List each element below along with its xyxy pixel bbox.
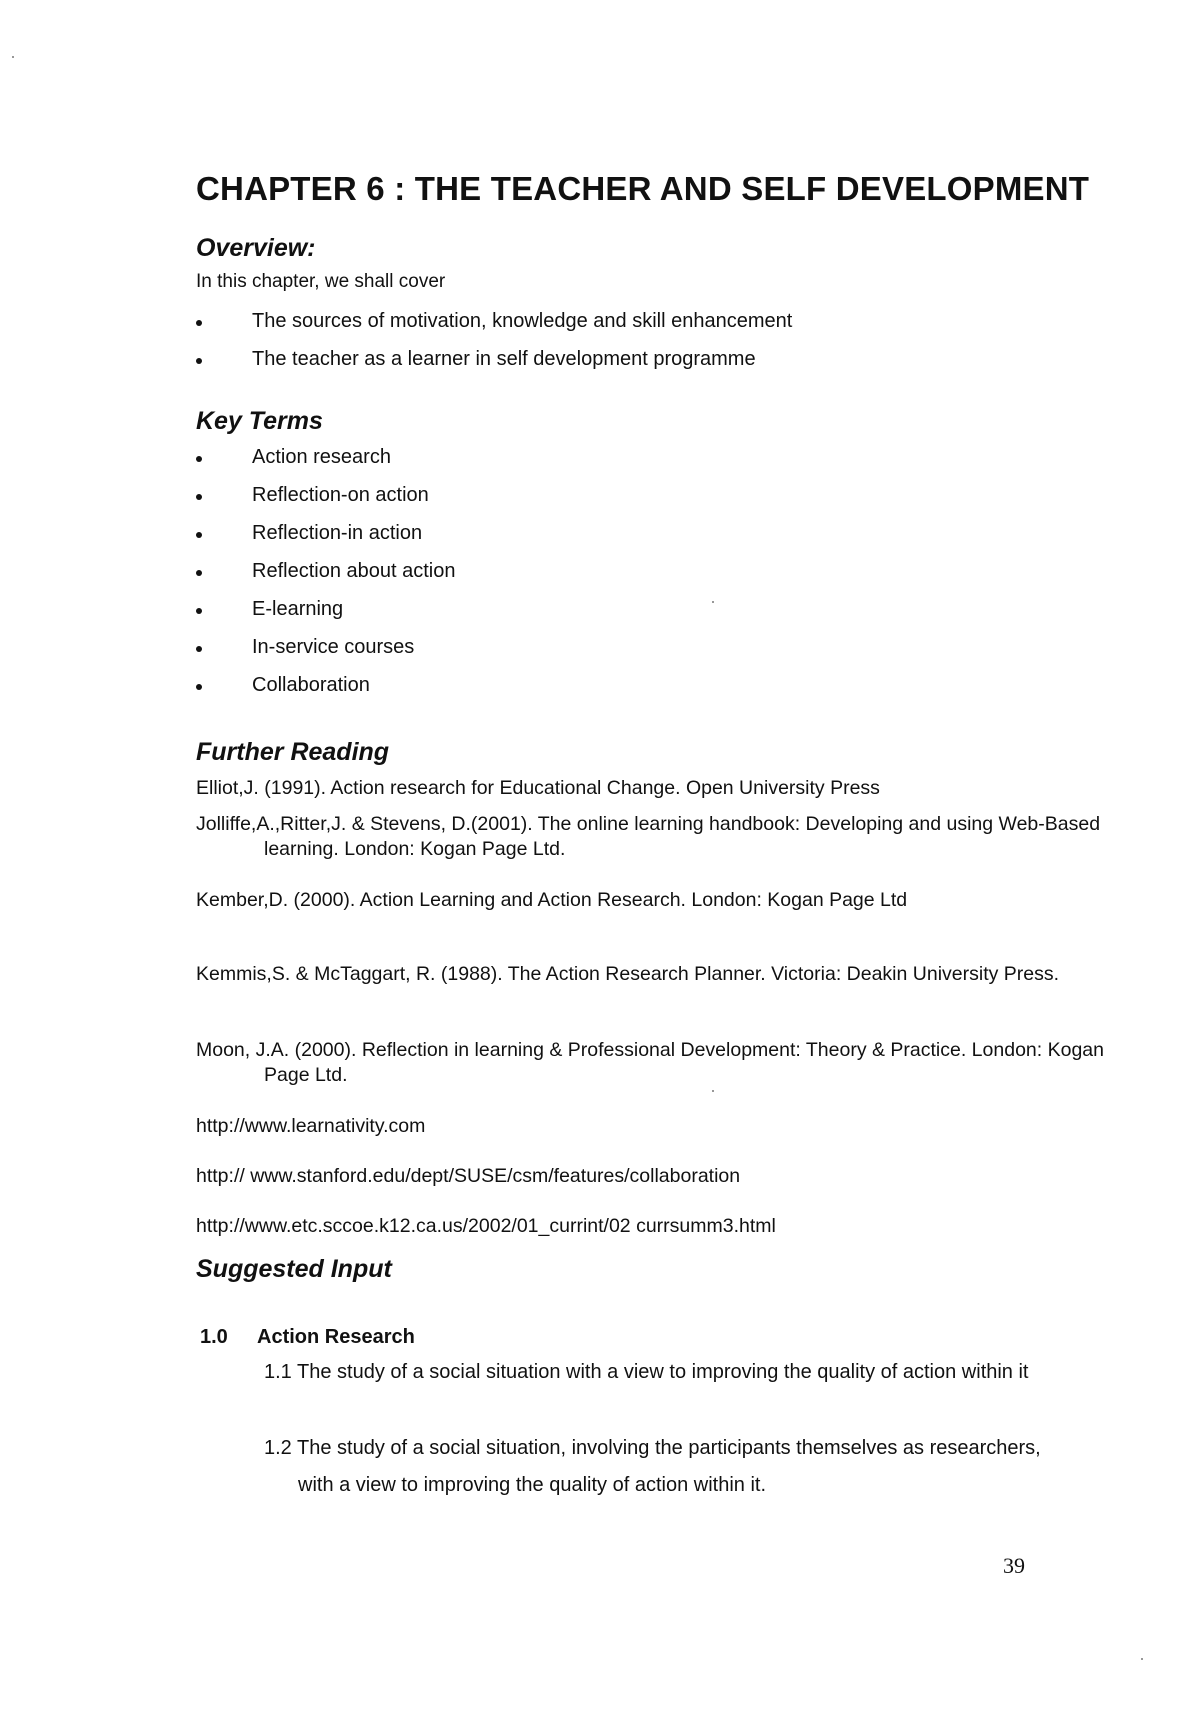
bullet-icon [196,608,202,614]
scan-speck [712,601,714,603]
bullet-icon [196,320,202,326]
suggested-input-heading: Suggested Input [196,1255,392,1283]
page-number: 39 [1003,1553,1025,1578]
list-item-text: The sources of motivation, knowledge and skill enhancement [252,310,793,332]
list-item-text: In-service courses [252,636,415,658]
list-item-text: Reflection-on action [252,484,429,506]
sub-item-number: 1.2 [264,1437,292,1459]
chapter-title: CHAPTER 6 : THE TEACHER AND SELF DEVELOPMENT [196,170,1090,207]
scan-speck [1141,1658,1143,1660]
section-number: 1.0 [200,1326,228,1348]
reference-item: Kember,D. (2000). Action Learning and Action Research. London: Kogan Page Ltd [196,889,908,911]
section-heading [200,1326,415,1349]
bullet-icon [196,358,202,364]
bullet-icon [196,684,202,690]
scan-speck [12,56,14,58]
bullet-icon [196,456,202,462]
reference-link[interactable]: http:// www.stanford.edu/dept/SUSE/csm/features/collaboration [196,1165,741,1187]
list-item-text: Reflection-in action [252,522,423,544]
bullet-icon [196,494,202,500]
list-item-text: Reflection about action [252,560,456,582]
sub-item-text: The study of a social situation with a view to improving the quality of action within it [297,1361,1029,1383]
bullet-icon [196,532,202,538]
reference-item: Moon, J.A. (2000). Reflection in learning & Professional Development: Theory & Practice. London: Kogan Page Ltd. [196,1039,1104,1086]
reference-link[interactable]: http://www.etc.sccoe.k12.ca.us/2002/01_currint/02 currsumm3.html [196,1215,776,1237]
sub-item-text: The study of a social situation, involving the participants themselves as researchers, with a view to improving the quality of action within it. [297,1437,1041,1496]
reference-item: Elliot,J. (1991). Action research for Educational Change. Open University Press [196,777,880,799]
reference-link[interactable]: http://www.learnativity.com [196,1115,426,1137]
section-title: Action Research [257,1326,415,1348]
overview-heading: Overview: [196,234,316,262]
list-item-text: Collaboration [252,674,370,696]
sub-item-number: 1.1 [264,1361,292,1383]
scan-speck [712,1090,714,1092]
key-terms-heading: Key Terms [196,407,323,435]
list-item-text: The teacher as a learner in self development programme [252,348,756,370]
sub-item [264,1430,1058,1504]
overview-intro: In this chapter, we shall cover [196,271,446,292]
reference-item: Kemmis,S. & McTaggart, R. (1988). The Action Research Planner. Victoria: Deakin University Press. [196,963,1060,985]
sub-item [264,1354,1058,1391]
reference-item: Jolliffe,A.,Ritter,J. & Stevens, D.(2001). The online learning handbook: Developing and using Web-Based learning. London: Kogan Page Ltd. [196,813,1101,860]
bullet-icon [196,570,202,576]
bullet-icon [196,646,202,652]
list-item-text: E-learning [252,598,344,620]
further-reading-heading: Further Reading [196,738,390,766]
list-item-text: Action research [252,446,391,468]
